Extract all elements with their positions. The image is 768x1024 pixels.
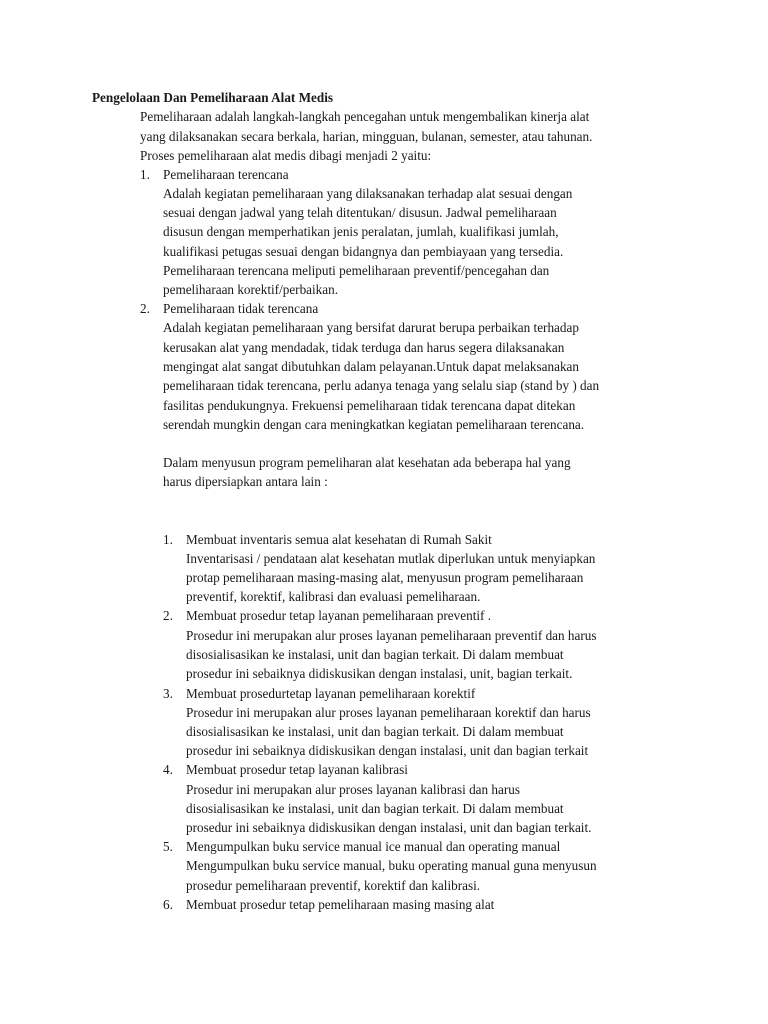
type-line: pemeliharaan korektif/perbaikan. (163, 282, 339, 297)
step-heading: Membuat prosedur tetap pemeliharaan masing masing alat (186, 897, 495, 912)
intro-line: yang dilaksanakan secara berkala, harian, mingguan, bulanan, semester, atau tahunan. (140, 129, 593, 144)
intro-line: Pemeliharaan adalah langkah-langkah pencegahan untuk mengembalikan kinerja alat (140, 109, 590, 124)
program-intro-line: Dalam menyusun program pemeliharan alat kesehatan ada beberapa hal yang (163, 455, 571, 470)
step-line: prosedur pemeliharaan preventif, korektif dan kalibrasi. (186, 878, 481, 893)
step-line: Prosedur ini merupakan alur proses layanan kalibrasi dan harus (186, 782, 520, 797)
step-line: prosedur ini sebaiknya didiskusikan dengan instalasi, unit, bagian terkait. (186, 666, 573, 681)
type-number: 1. (140, 167, 150, 182)
type-line: sesuai dengan jadwal yang telah ditentukan/ disusun. Jadwal pemeliharaan (163, 205, 557, 220)
step-line: Prosedur ini merupakan alur proses layanan pemeliharaan preventif dan harus (186, 628, 597, 643)
type-line: fasilitas pendukungnya. Frekuensi pemeliharaan tidak terencana dapat ditekan (163, 398, 576, 413)
type-line: Pemeliharaan terencana meliputi pemeliharaan preventif/pencegahan dan (163, 263, 550, 278)
type-heading: Pemeliharaan terencana (163, 167, 289, 182)
type-line: disusun dengan memperhatikan jenis peralatan, jumlah, kualifikasi jumlah, (163, 224, 559, 239)
step-number: 3. (163, 686, 173, 701)
step-number: 6. (163, 897, 173, 912)
step-line: disosialisasikan ke instalasi, unit dan bagian terkait. Di dalam membuat (186, 724, 564, 739)
step-heading: Membuat prosedur tetap layanan kalibrasi (186, 762, 408, 777)
step-number: 2. (163, 608, 173, 623)
step-heading: Membuat prosedurtetap layanan pemeliharaan korektif (186, 686, 476, 701)
step-line: preventif, korektif, kalibrasi dan evaluasi pemeliharaan. (186, 589, 481, 604)
step-heading: Mengumpulkan buku service manual ice manual dan operating manual (186, 839, 561, 854)
step-heading: Membuat prosedur tetap layanan pemeliharaan preventif . (186, 608, 492, 623)
type-line: Adalah kegiatan pemeliharaan yang dilaksanakan terhadap alat sesuai dengan (163, 186, 573, 201)
type-line: mengingat alat sangat dibutuhkan dalam pelayanan.Untuk dapat melaksanakan (163, 359, 579, 374)
step-number: 5. (163, 839, 173, 854)
type-line: kualifikasi petugas sesuai dengan bidangnya dan pembiayaan yang tersedia. (163, 244, 564, 259)
step-heading: Membuat inventaris semua alat kesehatan di Rumah Sakit (186, 532, 492, 547)
intro-line: Proses pemeliharaan alat medis dibagi menjadi 2 yaitu: (140, 148, 432, 163)
type-line: serendah mungkin dengan cara meningkatkan kegiatan pemeliharaan terencana. (163, 417, 585, 432)
step-number: 1. (163, 532, 173, 547)
step-line: Prosedur ini merupakan alur proses layanan pemeliharaan korektif dan harus (186, 705, 591, 720)
type-line: kerusakan alat yang mendadak, tidak terduga dan harus segera dilaksanakan (163, 340, 565, 355)
program-intro-line: harus dipersiapkan antara lain : (163, 474, 328, 489)
type-line: pemeliharaan tidak terencana, perlu adanya tenaga yang selalu siap (stand by ) dan (163, 378, 600, 393)
step-line: prosedur ini sebaiknya didiskusikan dengan instalasi, unit dan bagian terkait (186, 743, 589, 758)
step-line: disosialisasikan ke instalasi, unit dan bagian terkait. Di dalam membuat (186, 647, 564, 662)
type-line: Adalah kegiatan pemeliharaan yang bersifat darurat berupa perbaikan terhadap (163, 320, 579, 335)
document-title: Pengelolaan Dan Pemeliharaan Alat Medis (92, 90, 334, 105)
step-line: disosialisasikan ke instalasi, unit dan bagian terkait. Di dalam membuat (186, 801, 564, 816)
step-number: 4. (163, 762, 173, 777)
type-number: 2. (140, 301, 150, 316)
step-line: prosedur ini sebaiknya didiskusikan dengan instalasi, unit dan bagian terkait. (186, 820, 592, 835)
step-line: Mengumpulkan buku service manual, buku operating manual guna menyusun (186, 858, 597, 873)
type-heading: Pemeliharaan tidak terencana (163, 301, 319, 316)
step-line: Inventarisasi / pendataan alat kesehatan mutlak diperlukan untuk menyiapkan (186, 551, 596, 566)
step-line: protap pemeliharaan masing-masing alat, menyusun program pemeliharaan (186, 570, 584, 585)
